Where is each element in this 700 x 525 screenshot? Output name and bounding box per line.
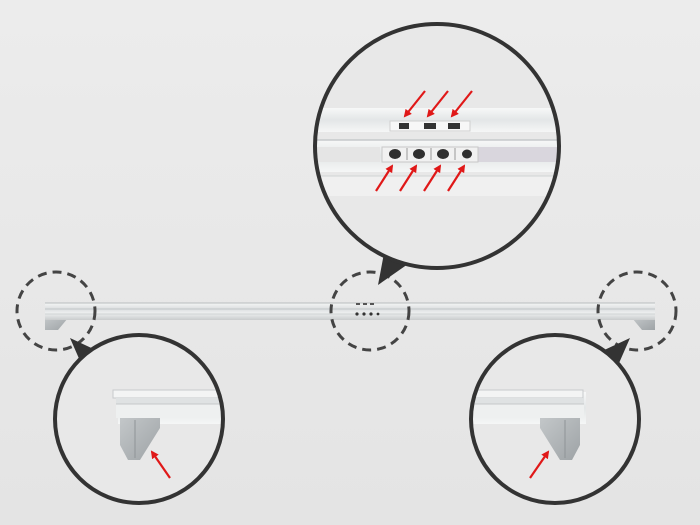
center-slot — [370, 303, 374, 305]
center-hole — [377, 313, 380, 316]
rail-body — [45, 303, 655, 320]
center-slot — [363, 303, 367, 305]
center-slot — [356, 303, 360, 305]
zoom-hole — [437, 149, 449, 159]
zoom-slot — [399, 123, 409, 129]
center-hole — [355, 312, 358, 315]
zoom-slot — [424, 123, 436, 129]
zoom-hole — [462, 150, 472, 159]
zoom-hole — [389, 149, 401, 159]
center-hole — [362, 312, 365, 315]
center-hole — [369, 312, 372, 315]
zoom-slot — [448, 123, 460, 129]
zoom-hole — [413, 149, 425, 159]
